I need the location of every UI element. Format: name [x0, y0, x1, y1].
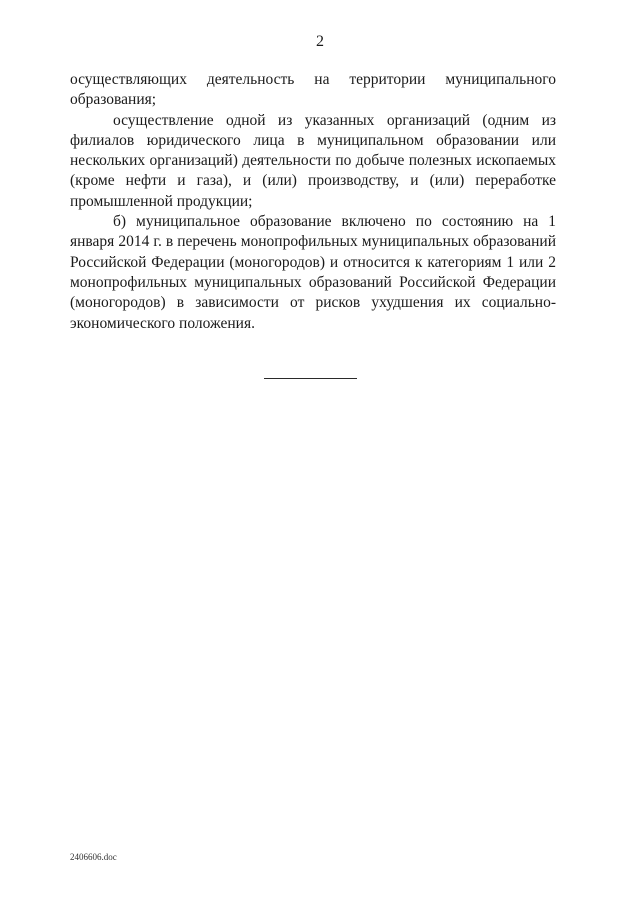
- paragraph-continuation: осуществляющих деятельность на территории муниципального образования;: [70, 71, 556, 109]
- paragraph-item-b: б) муниципальное образование включено по состоянию на 1 января 2014 г. в перечень монопрофильных муниципальных образований Российской Федерации (моногородов) и относится к категориям 1 или 2 монопрофильных муниципальных образований Российской Федерации (моногородов) в зависимости от рисков ухудшения их социально-экономического положения.: [70, 213, 556, 332]
- page-number: 2: [316, 33, 324, 50]
- separator-line: [264, 378, 357, 379]
- paragraph-activity-condition: осуществление одной из указанных организаций (одним из филиалов юридического лица в муниципальном образовании или нескольких организаций) деятельности по добыче полезных ископаемых (кроме нефти и газа), и (или) производству, и (или) переработке промышленной продукции;: [70, 111, 556, 210]
- document-body: [70, 70, 556, 334]
- footer-filename: 2406606.doc: [70, 852, 117, 862]
